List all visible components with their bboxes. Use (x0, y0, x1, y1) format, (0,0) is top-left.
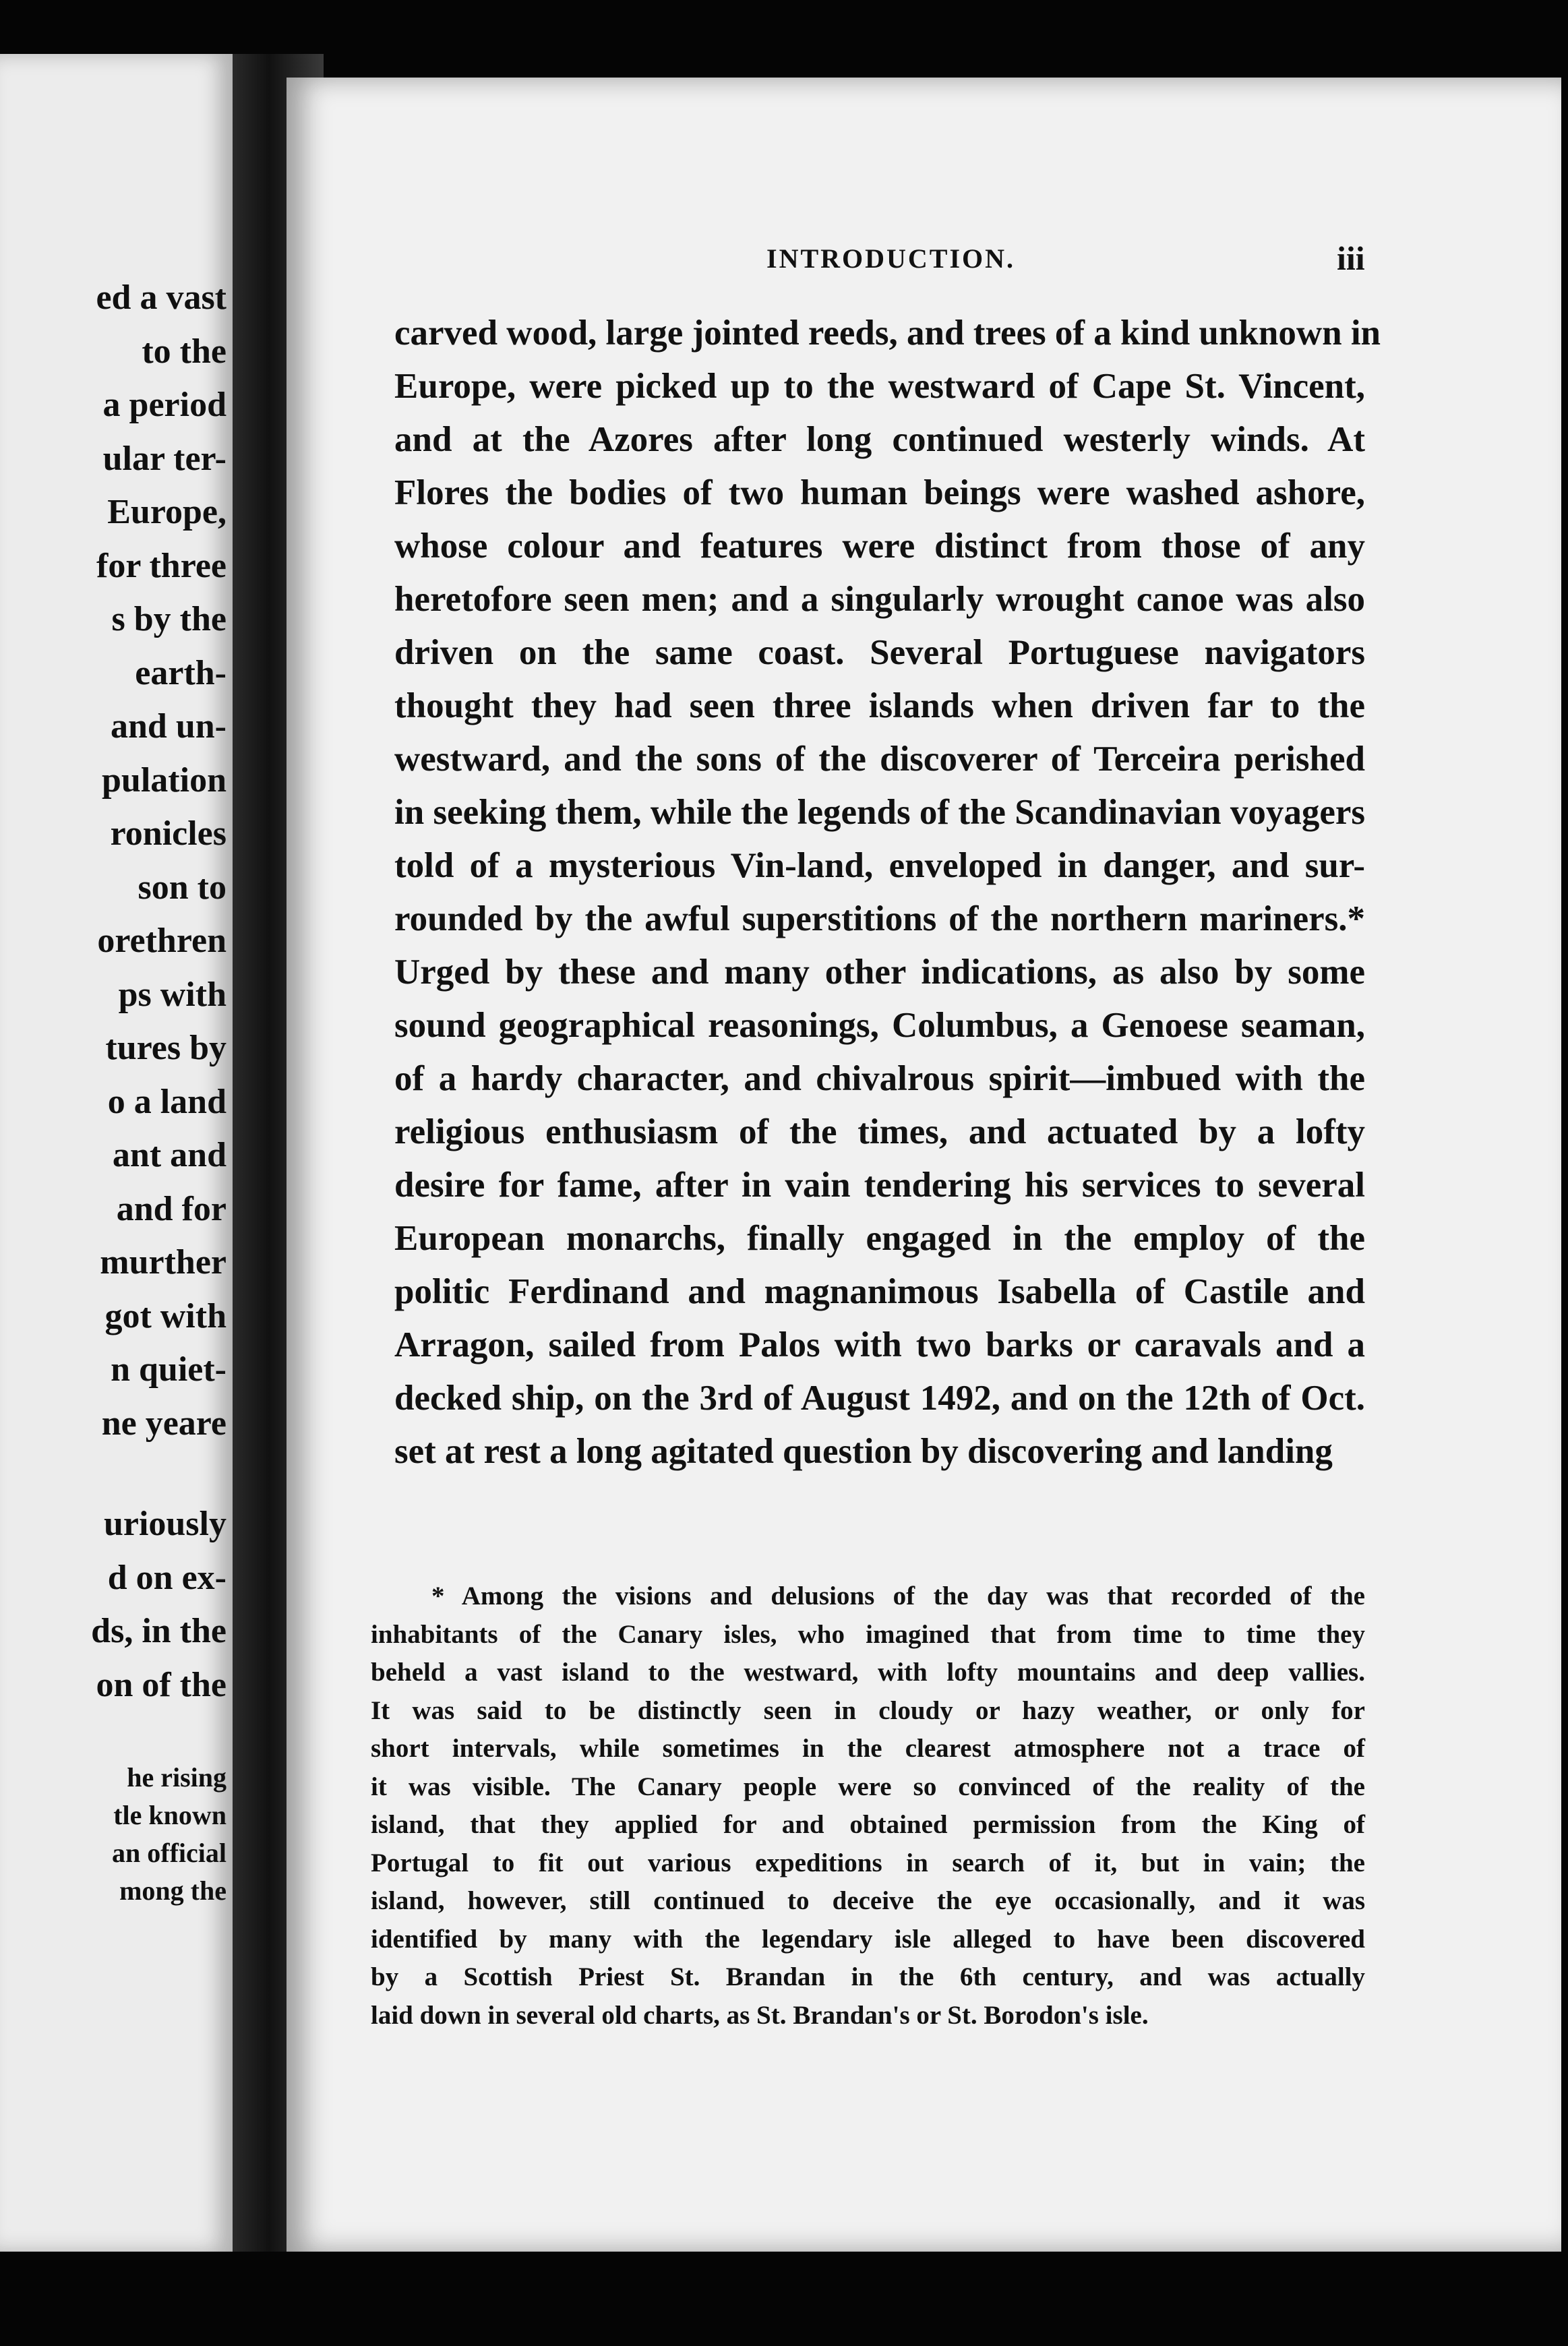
footnote-line: laid down in several old charts, as St. Brandan's or St. Borodon's isle. (371, 2000, 1149, 2030)
left-line: s by the (111, 600, 227, 638)
right-page (287, 78, 1561, 2252)
footnote-line: * Among the visions and delusions of the day was that recorded of the (431, 1582, 1365, 1611)
left-line: ular ter- (102, 439, 227, 478)
footnote-line: identified by many with the legendary isle alleged to have been discovered (371, 1924, 1365, 1954)
text-line: Arragon, sailed from Palos with two barks or caravals and a (394, 1325, 1365, 1364)
text-line: rounded by the awful superstitions of the northern mariners.* (394, 899, 1365, 938)
footnote-line: it was visible. The Canary people were so convinced of the reality of the (371, 1772, 1365, 1801)
left-line: and un- (111, 707, 227, 746)
text-line: desire for fame, after in vain tendering his services to several (394, 1166, 1365, 1205)
left-gap (0, 1712, 227, 1759)
left-line: an official (112, 1838, 227, 1868)
text-line: heretofore seen men; and a singularly wrought canoe was also (394, 580, 1365, 619)
left-line: tle known (113, 1800, 227, 1830)
left-line: ds, in the (91, 1612, 227, 1650)
body-text (394, 307, 1381, 1478)
left-line: ps with (118, 975, 227, 1014)
footnote-line: by a Scottish Priest St. Brandan in the 6th century, and was actually (371, 1962, 1365, 1991)
footnote-line: island, that they applied for and obtained permission from the King of (371, 1810, 1365, 1839)
footnote-line: island, however, still continued to deceive the eye occasionally, and it was (371, 1886, 1365, 1915)
running-head: INTRODUCTION. (766, 243, 1016, 274)
left-line: tures by (105, 1029, 227, 1067)
left-page-fragment (0, 54, 233, 2252)
text-line: told of a mysterious Vin-land, enveloped in danger, and sur- (394, 846, 1365, 885)
footnote-line: beheld a vast island to the westward, with lofty mountains and deep vallies. (371, 1658, 1365, 1687)
left-line: murther (100, 1243, 227, 1282)
left-line: ant and (112, 1136, 227, 1174)
page-header (287, 239, 1561, 283)
text-line: westward, and the sons of the discoverer of Terceira perished (394, 740, 1365, 779)
text-line: Urged by these and many other indications, as also by some (394, 953, 1365, 992)
text-line: driven on the same coast. Several Portuguese navigators (394, 633, 1365, 672)
left-line: son to (138, 868, 227, 907)
left-line: earth- (135, 653, 227, 692)
text-line: Europe, were picked up to the westward of Cape St. Vincent, (394, 367, 1365, 406)
text-line: thought they had seen three islands when driven far to the (394, 686, 1365, 725)
text-line: of a hardy character, and chivalrous spirit—imbued with the (394, 1059, 1365, 1098)
left-line: for three (96, 546, 227, 585)
left-line: to the (142, 332, 227, 371)
text-line: carved wood, large jointed reeds, and trees of a kind unknown in (394, 313, 1381, 353)
left-line: on of the (96, 1665, 227, 1704)
page-number: iii (1337, 239, 1365, 277)
left-line: ne yeare (101, 1404, 227, 1443)
left-line: Europe, (107, 493, 227, 531)
text-line: in seeking them, while the legends of the Scandinavian voyagers (394, 793, 1365, 832)
text-line: sound geographical reasonings, Columbus, a Genoese seaman, (394, 1006, 1365, 1045)
left-line: orethren (97, 922, 227, 960)
left-line: uriously (103, 1505, 227, 1543)
text-line: and at the Azores after long continued westerly winds. At (394, 420, 1365, 459)
footnote-line: short intervals, while sometimes in the clearest atmosphere not a trace of (371, 1734, 1365, 1763)
left-line: a period (102, 386, 227, 424)
text-line: politic Ferdinand and magnanimous Isabella of Castile and (394, 1272, 1365, 1311)
left-line: n quiet- (111, 1350, 227, 1389)
text-line: religious enthusiasm of the times, and actuated by a lofty (394, 1112, 1365, 1151)
left-line: pulation (102, 760, 227, 800)
left-line: d on ex- (107, 1558, 227, 1597)
text-line: European monarchs, finally engaged in the employ of the (394, 1219, 1365, 1258)
text-line: decked ship, on the 3rd of August 1492, and on the 12th of Oct. (394, 1379, 1365, 1418)
left-line: and for (116, 1189, 227, 1228)
left-page-text (0, 271, 227, 1910)
left-line: ed a vast (96, 278, 227, 317)
text-line: whose colour and features were distinct from those of any (394, 527, 1365, 566)
text-line: set at rest a long agitated question by discovering and landing (394, 1432, 1333, 1471)
footnote-line: Portugal to fit out various expeditions in search of it, but in vain; the (371, 1848, 1365, 1877)
footnote-line: inhabitants of the Canary isles, who imagined that from time to time they (371, 1619, 1365, 1649)
left-line: got with (104, 1296, 227, 1335)
left-line: mong the (119, 1875, 227, 1906)
left-line: o a land (107, 1082, 227, 1121)
footnote (371, 1577, 1365, 2035)
left-gap (0, 1450, 227, 1497)
left-line: he rising (127, 1762, 227, 1793)
text-line: Flores the bodies of two human beings were washed ashore, (394, 473, 1365, 512)
left-line: ronicles (110, 814, 227, 853)
footnote-line: It was said to be distinctly seen in cloudy or hazy weather, or only for (371, 1695, 1365, 1725)
